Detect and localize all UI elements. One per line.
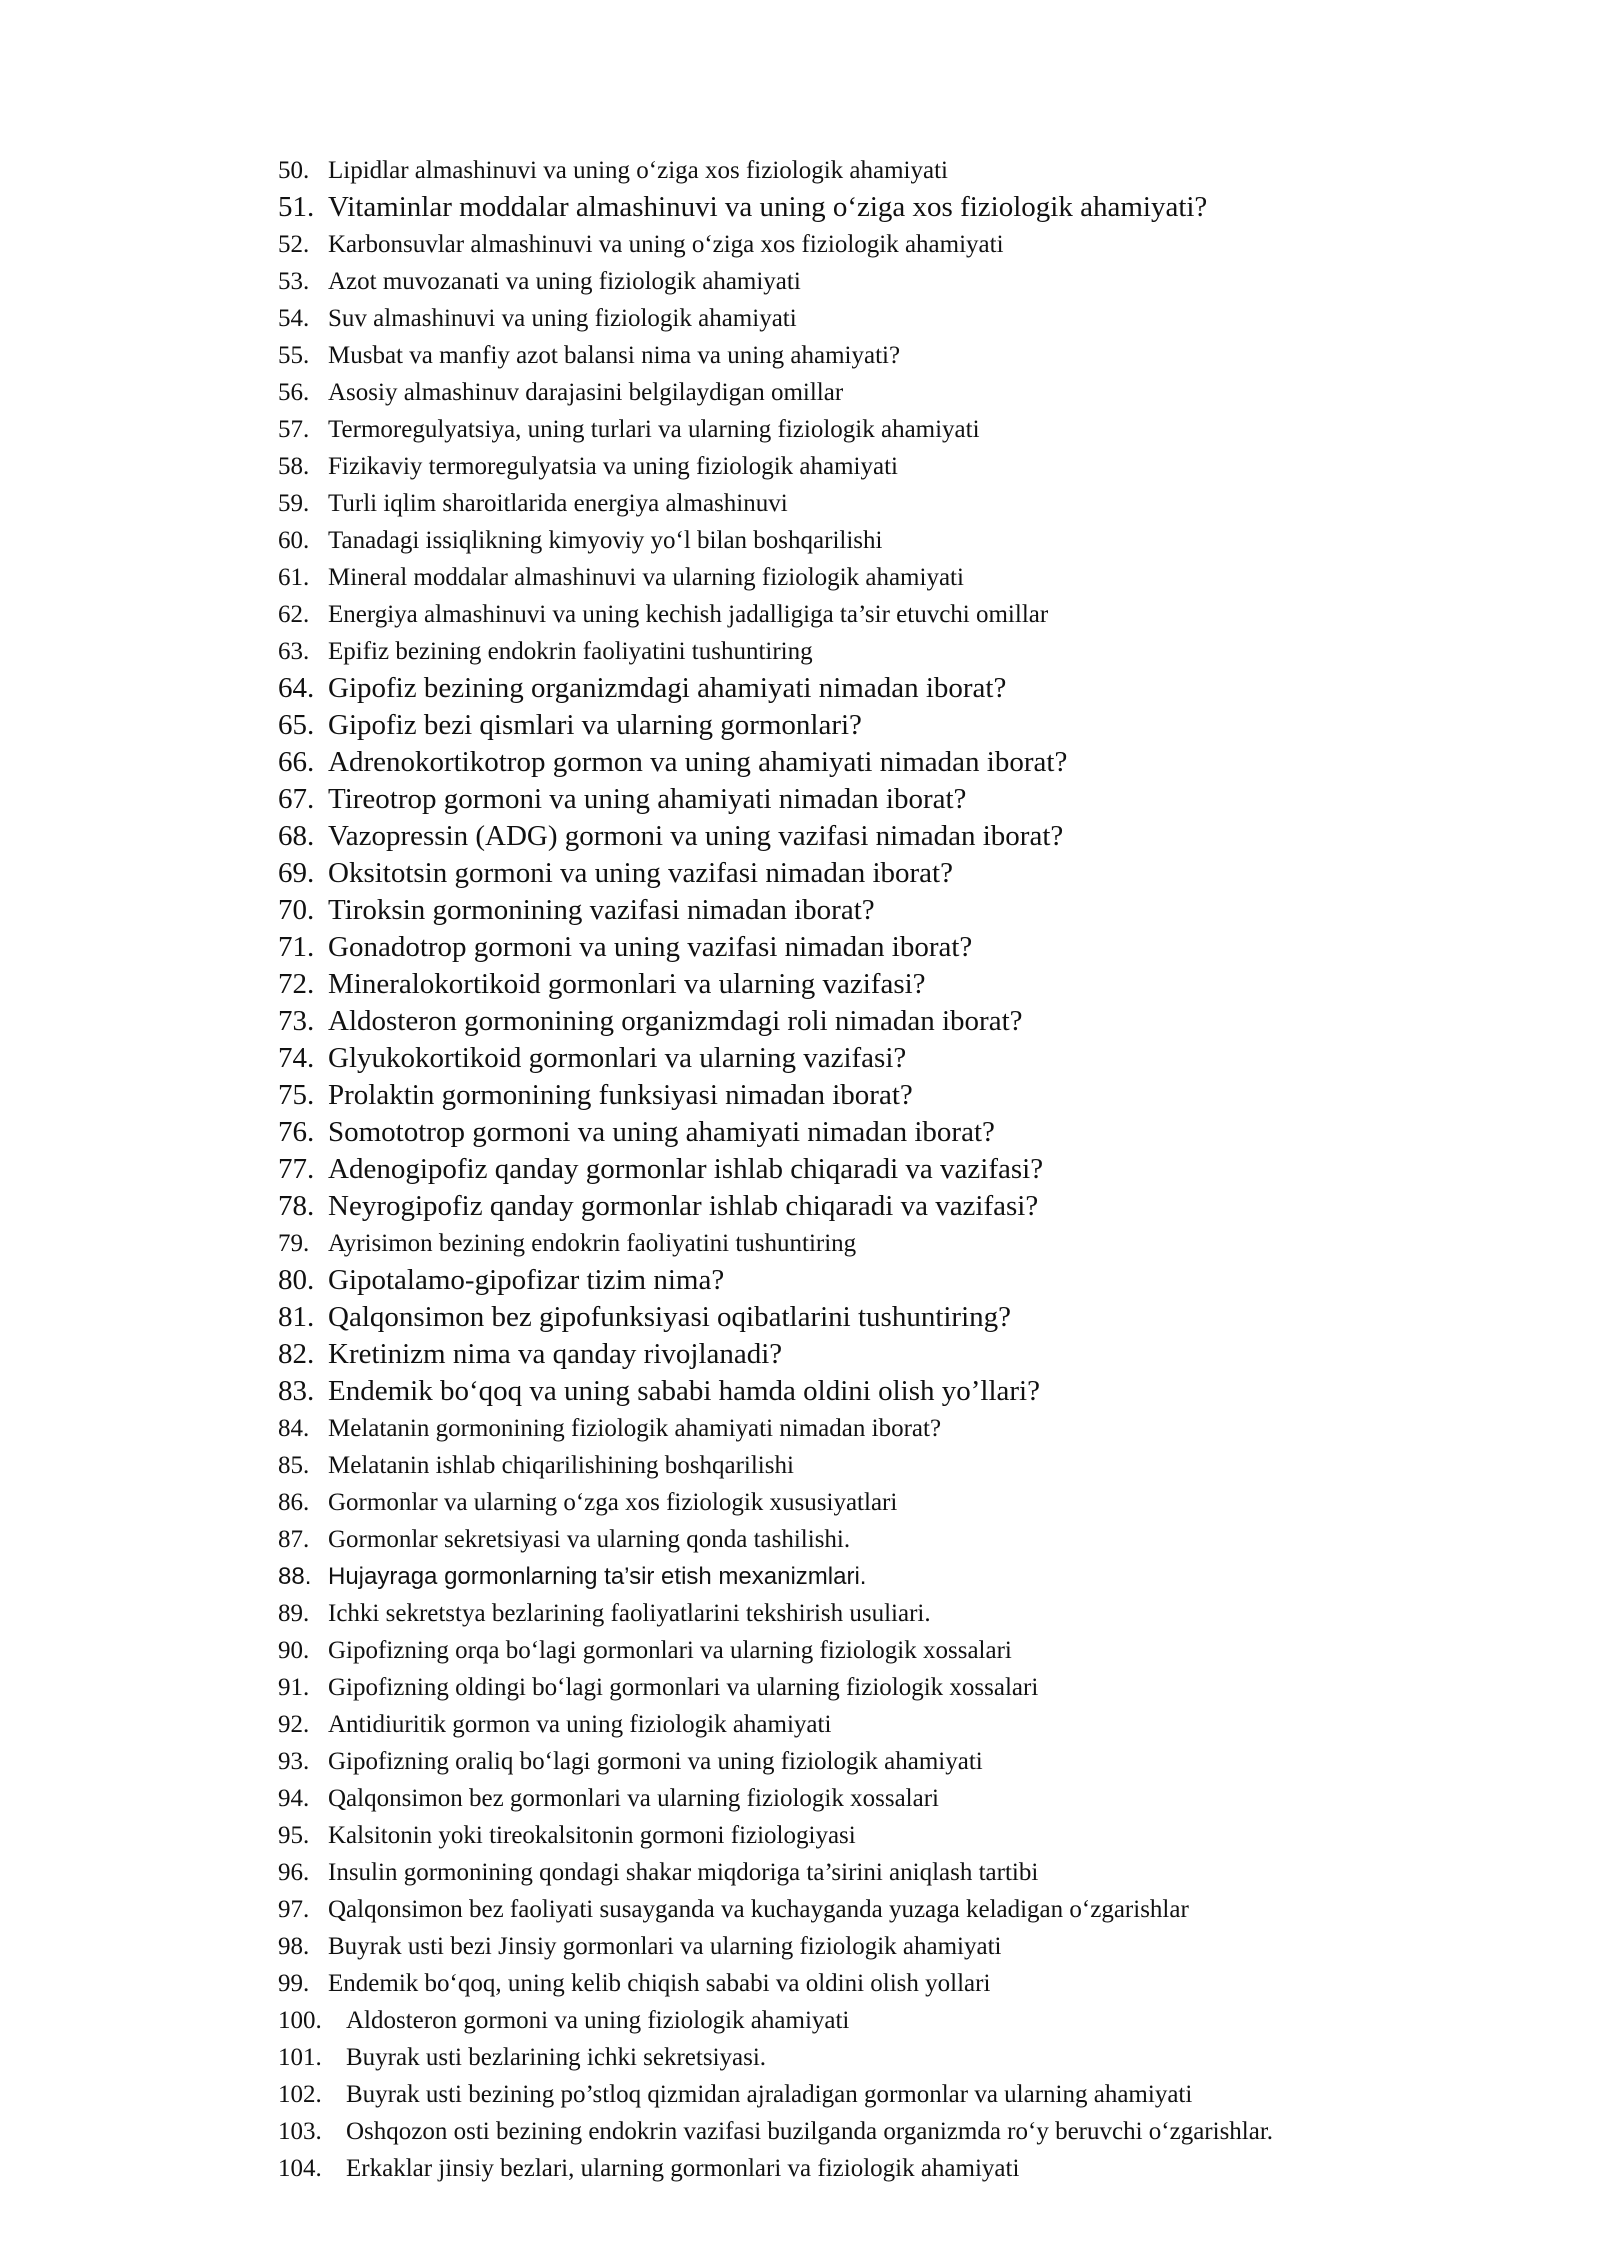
list-item [278,448,1273,485]
list-item [278,2002,1273,2039]
item-number: 54. [278,305,310,332]
item-number: 98. [278,1933,310,1960]
item-number: 76. [278,1116,315,1148]
item-text: Hujayraga gormonlarning ta’sir etish mexanizmlari. [328,1563,867,1590]
item-text: Glyukokortikoid gormonlari va ularning vazifasi? [328,1042,907,1074]
item-text: Antidiuritik gormon va uning fiziologik ahamiyati [328,1711,832,1738]
list-item [278,1262,1273,1299]
item-text: Tiroksin gormonining vazifasi nimadan iborat? [328,894,875,926]
item-number: 97. [278,1896,310,1923]
item-number: 80. [278,1264,315,1296]
item-number: 93. [278,1748,310,1775]
list-item [278,1447,1273,1484]
item-text: Melatanin gormonining fiziologik ahamiyati nimadan iborat? [328,1415,942,1442]
list-item [278,1336,1273,1373]
item-number: 95. [278,1822,310,1849]
item-text: Turli iqlim sharoitlarida energiya almashinuvi [328,490,788,517]
item-number: 89. [278,1600,310,1627]
item-number: 60. [278,527,310,554]
list-item [278,485,1273,522]
item-number: 86. [278,1489,310,1516]
item-number: 104. [278,2155,322,2182]
item-number: 99. [278,1970,310,1997]
item-text: Buyrak usti bezi Jinsiy gormonlari va ularning fiziologik ahamiyati [328,1933,1002,1960]
list-item [278,1188,1273,1225]
list-item [278,2076,1273,2113]
item-number: 50. [278,157,310,184]
list-item [278,337,1273,374]
item-text: Qalqonsimon bez gipofunksiyasi oqibatlarini tushuntiring? [328,1301,1012,1333]
item-text: Qalqonsimon bez gormonlari va ularning fiziologik xossalari [328,1785,939,1812]
item-number: 85. [278,1452,310,1479]
item-number: 61. [278,564,310,591]
list-item [278,1040,1273,1077]
list-item [278,152,1273,189]
item-number: 63. [278,638,310,665]
item-number: 67. [278,783,315,815]
item-text: Vitaminlar moddalar almashinuvi va uning o‘ziga xos fiziologik ahamiyati? [328,191,1208,223]
list-item [278,2150,1273,2187]
item-number: 79. [278,1230,310,1257]
item-text: Gipofiz bezi qismlari va ularning gormonlari? [328,709,862,741]
item-text: Gonadotrop gormoni va uning vazifasi nimadan iborat? [328,931,973,963]
item-number: 52. [278,231,310,258]
list-item [278,1151,1273,1188]
list-item [278,226,1273,263]
list-item [278,1521,1273,1558]
item-text: Endemik bo‘qoq va uning sababi hamda oldini olish yo’llari? [328,1375,1040,1407]
item-text: Buyrak usti bezlarining ichki sekretsiyasi. [346,2044,767,2071]
item-text: Fizikaviy termoregulyatsia va uning fiziologik ahamiyati [328,453,898,480]
item-text: Suv almashinuvi va uning fiziologik ahamiyati [328,305,797,332]
item-text: Ichki sekretstya bezlarining faoliyatlarini tekshirish usuliari. [328,1600,931,1627]
item-text: Qalqonsimon bez faoliyati susayganda va kuchayganda yuzaga keladigan o‘zgarishlar [328,1896,1189,1923]
item-number: 68. [278,820,315,852]
item-text: Erkaklar jinsiy bezlari, ularning gormonlari va fiziologik ahamiyati [346,2155,1020,2182]
item-number: 59. [278,490,310,517]
item-number: 82. [278,1338,315,1370]
item-number: 73. [278,1005,315,1037]
item-text: Aldosteron gormonining organizmdagi roli nimadan iborat? [328,1005,1023,1037]
item-text: Epifiz bezining endokrin faoliyatini tushuntiring [328,638,813,665]
list-item [278,1595,1273,1632]
item-number: 74. [278,1042,315,1074]
list-item [278,2113,1273,2150]
item-number: 92. [278,1711,310,1738]
item-number: 88. [278,1563,312,1590]
item-number: 103. [278,2118,322,2145]
item-text: Adrenokortikotrop gormon va uning ahamiyati nimadan iborat? [328,746,1068,778]
list-item [278,1003,1273,1040]
item-text: Aldosteron gormoni va uning fiziologik ahamiyati [346,2007,850,2034]
item-text: Melatanin ishlab chiqarilishining boshqarilishi [328,1452,794,1479]
item-text: Prolaktin gormonining funksiyasi nimadan iborat? [328,1079,913,1111]
list-item [278,1077,1273,1114]
list-item [278,1965,1273,2002]
list-item [278,1558,1273,1595]
item-number: 102. [278,2081,322,2108]
list-item [278,1114,1273,1151]
list-item [278,929,1273,966]
item-text: Oshqozon osti bezining endokrin vazifasi buzilganda organizmda ro‘y beruvchi o‘zgarishlar. [346,2118,1274,2145]
item-text: Tanadagi issiqlikning kimyoviy yo‘l bilan boshqarilishi [328,527,883,554]
list-item [278,1854,1273,1891]
list-item [278,1706,1273,1743]
item-text: Kretinizm nima va qanday rivojlanadi? [328,1338,783,1370]
item-text: Gipotalamo-gipofizar tizim nima? [328,1264,725,1296]
list-item [278,781,1273,818]
list-item [278,1780,1273,1817]
item-text: Vazopressin (ADG) gormoni va uning vazifasi nimadan iborat? [328,820,1064,852]
item-text: Ayrisimon bezining endokrin faoliyatini tushuntiring [328,1230,857,1257]
item-number: 53. [278,268,310,295]
list-item [278,1632,1273,1669]
list-item [278,411,1273,448]
list-item [278,374,1273,411]
item-number: 81. [278,1301,315,1333]
item-number: 87. [278,1526,310,1553]
item-text: Neyrogipofiz qanday gormonlar ishlab chiqaradi va vazifasi? [328,1190,1039,1222]
list-item [278,1817,1273,1854]
list-item [278,707,1273,744]
item-number: 77. [278,1153,315,1185]
item-text: Musbat va manfiy azot balansi nima va uning ahamiyati? [328,342,901,369]
list-item [278,1669,1273,1706]
list-item [278,1299,1273,1336]
item-number: 94. [278,1785,310,1812]
item-text: Lipidlar almashinuvi va uning o‘ziga xos fiziologik ahamiyati [328,157,948,184]
list-item [278,300,1273,337]
list-item [278,1225,1273,1262]
item-text: Tireotrop gormoni va uning ahamiyati nimadan iborat? [328,783,967,815]
item-text: Oksitotsin gormoni va uning vazifasi nimadan iborat? [328,857,953,889]
item-number: 84. [278,1415,310,1442]
item-number: 70. [278,894,315,926]
item-text: Azot muvozanati va uning fiziologik ahamiyati [328,268,801,295]
item-number: 65. [278,709,315,741]
item-number: 66. [278,746,315,778]
item-number: 64. [278,672,315,704]
list-item [278,522,1273,559]
item-text: Mineralokortikoid gormonlari va ularning vazifasi? [328,968,926,1000]
item-text: Somototrop gormoni va uning ahamiyati nimadan iborat? [328,1116,995,1148]
list-item [278,855,1273,892]
item-number: 83. [278,1375,315,1407]
item-text: Termoregulyatsiya, uning turlari va ularning fiziologik ahamiyati [328,416,980,443]
item-number: 78. [278,1190,315,1222]
item-text: Karbonsuvlar almashinuvi va uning o‘ziga xos fiziologik ahamiyati [328,231,1004,258]
item-text: Kalsitonin yoki tireokalsitonin gormoni fiziologiyasi [328,1822,856,1849]
list-item [278,1928,1273,1965]
item-number: 58. [278,453,310,480]
item-number: 56. [278,379,310,406]
item-text: Gipofiz bezining organizmdagi ahamiyati nimadan iborat? [328,672,1007,704]
question-list [278,152,1273,2187]
item-number: 100. [278,2007,322,2034]
list-item [278,670,1273,707]
item-number: 96. [278,1859,310,1886]
list-item [278,189,1273,226]
item-number: 101. [278,2044,322,2071]
item-number: 72. [278,968,315,1000]
item-number: 71. [278,931,315,963]
item-text: Buyrak usti bezining po’stloq qizmidan ajraladigan gormonlar va ularning ahamiyati [346,2081,1193,2108]
list-item [278,263,1273,300]
list-item [278,596,1273,633]
item-text: Gipofizning orqa bo‘lagi gormonlari va ularning fiziologik xossalari [328,1637,1012,1664]
list-item [278,1373,1273,1410]
list-item [278,744,1273,781]
item-text: Energiya almashinuvi va uning kechish jadalligiga ta’sir etuvchi omillar [328,601,1049,628]
list-item [278,1484,1273,1521]
item-text: Insulin gormonining qondagi shakar miqdoriga ta’sirini aniqlash tartibi [328,1859,1039,1886]
item-text: Gipofizning oraliq bo‘lagi gormoni va uning fiziologik ahamiyati [328,1748,983,1775]
item-number: 69. [278,857,315,889]
list-item [278,559,1273,596]
item-number: 57. [278,416,310,443]
item-number: 90. [278,1637,310,1664]
item-text: Gormonlar sekretsiyasi va ularning qonda tashilishi. [328,1526,851,1553]
list-item [278,1891,1273,1928]
item-number: 62. [278,601,310,628]
item-text: Mineral moddalar almashinuvi va ularning fiziologik ahamiyati [328,564,964,591]
list-item [278,1743,1273,1780]
list-item [278,2039,1273,2076]
item-text: Gormonlar va ularning o‘zga xos fiziologik xususiyatlari [328,1489,898,1516]
item-number: 51. [278,191,315,223]
item-text: Adenogipofiz qanday gormonlar ishlab chiqaradi va vazifasi? [328,1153,1044,1185]
item-number: 75. [278,1079,315,1111]
list-item [278,818,1273,855]
item-text: Endemik bo‘qoq, uning kelib chiqish sababi va oldini olish yollari [328,1970,991,1997]
list-item [278,966,1273,1003]
list-item [278,1410,1273,1447]
item-text: Asosiy almashinuv darajasini belgilaydigan omillar [328,379,844,406]
list-item [278,633,1273,670]
item-number: 55. [278,342,310,369]
item-number: 91. [278,1674,310,1701]
item-text: Gipofizning oldingi bo‘lagi gormonlari va ularning fiziologik xossalari [328,1674,1039,1701]
list-item [278,892,1273,929]
